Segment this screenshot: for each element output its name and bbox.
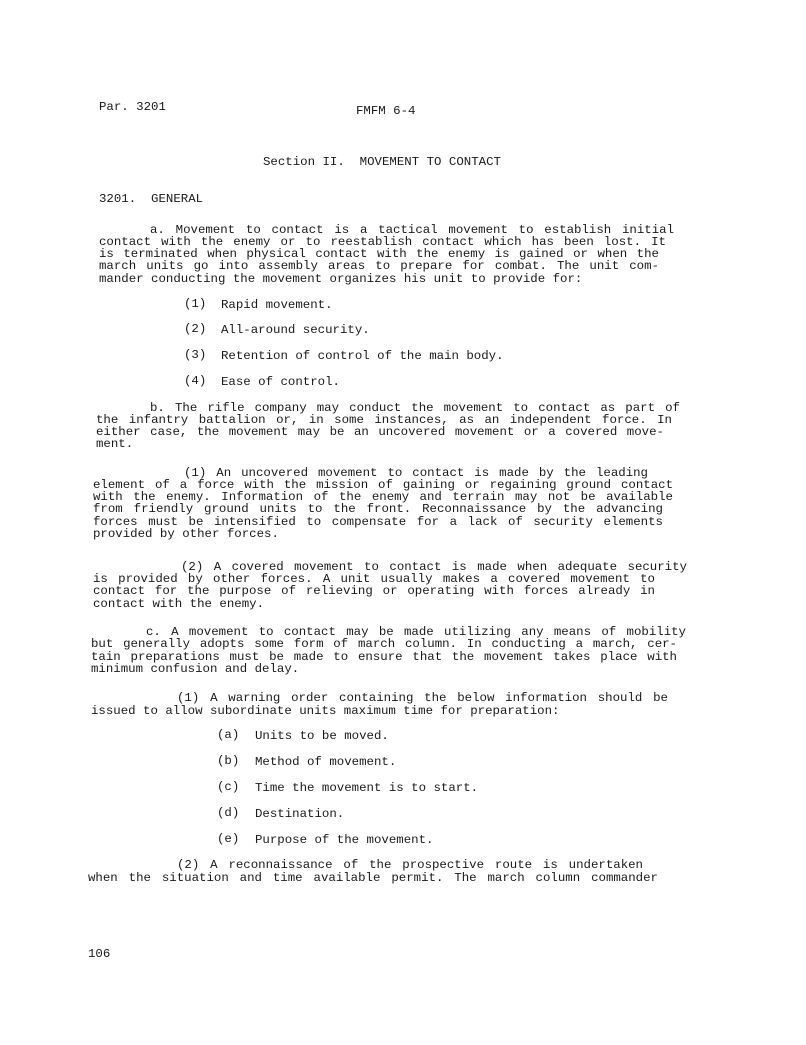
list-item-number: (3) — [184, 348, 207, 362]
list-item-text: Retention of control of the main body. — [221, 349, 504, 363]
text-line: issued to allow subordinate units maximum time for preparation: — [91, 704, 560, 718]
text-line: march units go into assembly areas to prepare for combat. The unit com- — [99, 259, 659, 273]
list-item-text: All-around security. — [221, 323, 370, 337]
list-item-number: (1) — [184, 297, 207, 311]
text-line: tain preparations must be made to ensure that the movement takes place with — [91, 650, 677, 664]
list-item-text: Destination. — [255, 807, 345, 821]
text-line: contact with the enemy or to reestablish contact which has been lost. It — [99, 235, 666, 249]
list-item-number: (b) — [217, 754, 240, 768]
text-line: is provided by other forces. A unit usually makes a covered movement to — [93, 572, 655, 586]
list-item-text: Units to be moved. — [255, 729, 389, 743]
list-item-number: (a) — [217, 728, 240, 742]
list-item-number: (c) — [217, 780, 240, 794]
page-number: 106 — [88, 947, 111, 961]
text-line: (1) An uncovered movement to contact is made by the leading — [184, 466, 648, 480]
list-item-number: (d) — [217, 806, 240, 820]
text-line: mander conducting the movement organizes his unit to provide for: — [99, 272, 583, 286]
list-item-text: Ease of control. — [221, 375, 340, 389]
list-item-number: (e) — [217, 832, 240, 846]
text-line: the infantry battalion or, in some instances, as an independent force. In — [96, 413, 672, 427]
text-line: but generally adopts some form of march column. In conducting a march, cer- — [91, 637, 677, 651]
text-line: (1) A warning order containing the below information should be — [177, 691, 668, 705]
text-line: a. Movement to contact is a tactical movement to establish initial — [150, 223, 674, 237]
text-line: with the enemy. Information of the enemy and terrain may not be available — [93, 490, 673, 504]
list-item-text: Method of movement. — [255, 755, 397, 769]
text-line: contact for the purpose of relieving or operating with forces already in — [93, 584, 655, 598]
section-heading: 3201. GENERAL — [99, 192, 204, 206]
section-title: Section II. MOVEMENT TO CONTACT — [263, 155, 501, 169]
text-line: b. The rifle company may conduct the movement to contact as part of — [150, 401, 680, 415]
list-item-text: Rapid movement. — [221, 298, 333, 312]
text-line: element of a force with the mission of gaining or regaining ground contact — [93, 478, 673, 492]
text-line: minimum confusion and delay. — [91, 662, 300, 676]
text-line: ment. — [96, 437, 134, 451]
text-line: either case, the movement may be an uncovered movement or a covered move- — [96, 425, 664, 439]
list-item-text: Purpose of the movement. — [255, 833, 434, 847]
text-line: when the situation and time available permit. The march column commander — [88, 871, 658, 885]
list-item-text: Time the movement is to start. — [255, 781, 479, 795]
running-header-left: Par. 3201 — [99, 100, 166, 114]
text-line: c. A movement to contact may be made utilizing any means of mobility — [146, 625, 686, 639]
list-item-number: (2) — [184, 322, 207, 336]
running-header-center: FMFM 6-4 — [356, 104, 416, 118]
text-line: from friendly ground units to the front. Reconnaissance by the advancing — [93, 502, 663, 516]
text-line: contact with the enemy. — [93, 597, 265, 611]
list-item-number: (4) — [184, 374, 207, 388]
text-line: is terminated when physical contact with the enemy is gained or when the — [99, 247, 659, 261]
text-line: forces must be intensified to compensate for a lack of security elements — [93, 515, 663, 529]
text-line: (2) A covered movement to contact is made when adequate security — [181, 560, 687, 574]
text-line: (2) A reconnaissance of the prospective route is undertaken — [177, 858, 643, 872]
text-line: provided by other forces. — [93, 527, 279, 541]
